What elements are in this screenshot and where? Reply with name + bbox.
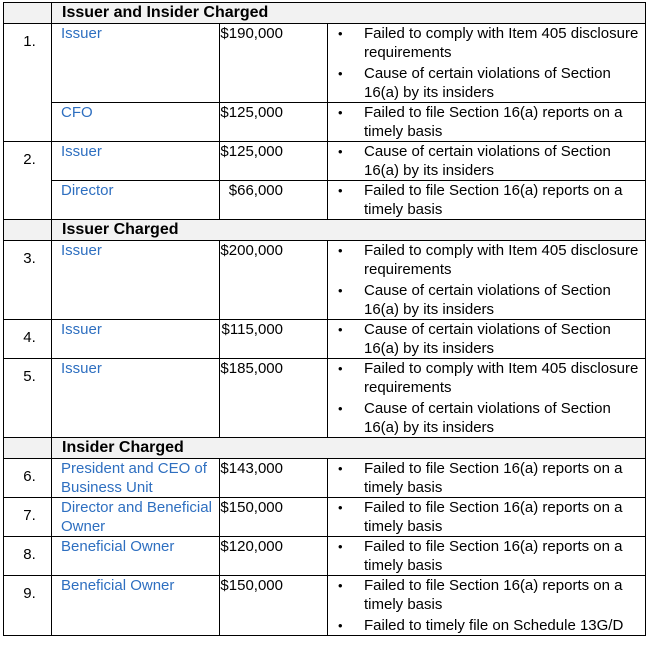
charges-table bbox=[3, 2, 646, 636]
party-cell bbox=[52, 537, 220, 576]
violation-text: Failed to timely file on Schedule 13G/D bbox=[364, 617, 624, 634]
bullet-icon: • bbox=[338, 618, 343, 633]
penalty-cell bbox=[220, 576, 328, 636]
violation-text: Failed to comply with Item 405 disclosure requirements bbox=[364, 25, 639, 61]
bullet-icon: • bbox=[338, 322, 343, 337]
list-item bbox=[328, 181, 645, 219]
list-item bbox=[328, 241, 645, 279]
penalty-cell bbox=[220, 24, 328, 103]
case-number: 3. bbox=[23, 250, 36, 267]
case-number: 2. bbox=[23, 151, 36, 168]
case-number-cell bbox=[4, 320, 52, 359]
case-number: 6. bbox=[23, 468, 36, 485]
violation-text: Failed to comply with Item 405 disclosure requirements bbox=[364, 360, 639, 396]
charged-party: CFO bbox=[61, 104, 93, 121]
list-item bbox=[328, 64, 645, 102]
violations-cell bbox=[328, 537, 646, 576]
table-row bbox=[4, 459, 646, 498]
case-number: 8. bbox=[23, 546, 36, 563]
violations-list bbox=[328, 181, 645, 219]
section-header: Issuer Charged bbox=[52, 220, 646, 241]
section-header: Issuer and Insider Charged bbox=[52, 3, 646, 24]
bullet-icon: • bbox=[338, 401, 343, 416]
table-row bbox=[4, 320, 646, 359]
section-header-row bbox=[4, 3, 646, 24]
violation-text: Failed to file Section 16(a) reports on a timely basis bbox=[364, 460, 623, 496]
list-item bbox=[328, 320, 645, 358]
penalty-amount: $150,000 bbox=[220, 499, 283, 516]
list-item bbox=[328, 498, 645, 536]
violations-cell bbox=[328, 142, 646, 181]
case-number-cell bbox=[4, 142, 52, 220]
bullet-icon: • bbox=[338, 461, 343, 476]
section-header-spacer bbox=[4, 438, 52, 459]
penalty-cell bbox=[220, 142, 328, 181]
list-item bbox=[328, 576, 645, 614]
case-number-cell bbox=[4, 359, 52, 438]
case-number-cell bbox=[4, 241, 52, 320]
violations-cell bbox=[328, 181, 646, 220]
party-cell bbox=[52, 181, 220, 220]
bullet-icon: • bbox=[338, 283, 343, 298]
case-number: 9. bbox=[23, 585, 36, 602]
violations-list bbox=[328, 459, 645, 497]
penalty-cell bbox=[220, 498, 328, 537]
violations-cell bbox=[328, 24, 646, 103]
penalty-cell bbox=[220, 359, 328, 438]
bullet-icon: • bbox=[338, 66, 343, 81]
violation-text: Failed to file Section 16(a) reports on a timely basis bbox=[364, 577, 623, 613]
penalty-amount: $150,000 bbox=[220, 577, 283, 594]
bullet-icon: • bbox=[338, 183, 343, 198]
charged-party: President and CEO of Business Unit bbox=[61, 460, 207, 496]
violation-text: Failed to file Section 16(a) reports on a timely basis bbox=[364, 538, 623, 574]
case-number-cell bbox=[4, 459, 52, 498]
violations-list bbox=[328, 537, 645, 575]
section-header-spacer bbox=[4, 220, 52, 241]
penalty-amount: $190,000 bbox=[220, 25, 283, 42]
charged-party: Beneficial Owner bbox=[61, 538, 175, 555]
penalty-cell bbox=[220, 181, 328, 220]
violations-list bbox=[328, 142, 645, 180]
violations-cell bbox=[328, 576, 646, 636]
list-item bbox=[328, 24, 645, 62]
party-cell bbox=[52, 498, 220, 537]
violations-cell bbox=[328, 103, 646, 142]
section-header-row bbox=[4, 220, 646, 241]
bullet-icon: • bbox=[338, 26, 343, 41]
case-number-cell bbox=[4, 537, 52, 576]
charged-party: Director and Beneficial Owner bbox=[61, 499, 212, 535]
table-row bbox=[4, 103, 646, 142]
bullet-icon: • bbox=[338, 243, 343, 258]
violations-list bbox=[328, 103, 645, 141]
party-cell bbox=[52, 459, 220, 498]
charged-party: Issuer bbox=[61, 360, 102, 377]
table-row bbox=[4, 24, 646, 103]
list-item bbox=[328, 459, 645, 497]
case-number-cell bbox=[4, 498, 52, 537]
party-cell bbox=[52, 241, 220, 320]
party-cell bbox=[52, 142, 220, 181]
penalty-cell bbox=[220, 459, 328, 498]
party-cell bbox=[52, 103, 220, 142]
list-item bbox=[328, 399, 645, 437]
violations-list bbox=[328, 241, 645, 319]
penalty-amount: $185,000 bbox=[220, 360, 283, 377]
penalty-amount: $143,000 bbox=[220, 460, 283, 477]
section-header-spacer bbox=[4, 3, 52, 24]
charged-party: Beneficial Owner bbox=[61, 577, 175, 594]
table-row bbox=[4, 142, 646, 181]
party-cell bbox=[52, 359, 220, 438]
bullet-icon: • bbox=[338, 361, 343, 376]
table-row bbox=[4, 359, 646, 438]
case-number: 1. bbox=[23, 33, 36, 50]
penalty-amount: $125,000 bbox=[220, 104, 283, 121]
violation-text: Cause of certain violations of Section 16(a) by its insiders bbox=[364, 65, 611, 101]
violations-cell bbox=[328, 498, 646, 537]
case-number-cell bbox=[4, 576, 52, 636]
list-item bbox=[328, 103, 645, 141]
violation-text: Failed to comply with Item 405 disclosure requirements bbox=[364, 242, 639, 278]
bullet-icon: • bbox=[338, 144, 343, 159]
violations-list bbox=[328, 576, 645, 635]
party-cell bbox=[52, 24, 220, 103]
list-item bbox=[328, 359, 645, 397]
violations-cell bbox=[328, 241, 646, 320]
list-item bbox=[328, 142, 645, 180]
case-number: 7. bbox=[23, 507, 36, 524]
penalty-amount: $66,000 bbox=[228, 182, 283, 199]
penalty-amount: $200,000 bbox=[220, 242, 283, 259]
party-cell bbox=[52, 320, 220, 359]
table-row bbox=[4, 498, 646, 537]
table-row bbox=[4, 181, 646, 220]
section-header-row bbox=[4, 438, 646, 459]
violation-text: Failed to file Section 16(a) reports on a timely basis bbox=[364, 104, 623, 140]
penalty-cell bbox=[220, 241, 328, 320]
violation-text: Cause of certain violations of Section 16(a) by its insiders bbox=[364, 282, 611, 318]
charged-party: Issuer bbox=[61, 321, 102, 338]
charged-party: Issuer bbox=[61, 242, 102, 259]
violations-list bbox=[328, 359, 645, 437]
violation-text: Cause of certain violations of Section 16(a) by its insiders bbox=[364, 143, 611, 179]
bullet-icon: • bbox=[338, 539, 343, 554]
violations-cell bbox=[328, 320, 646, 359]
violation-text: Cause of certain violations of Section 16(a) by its insiders bbox=[364, 321, 611, 357]
penalty-amount: $115,000 bbox=[221, 321, 283, 338]
list-item bbox=[328, 537, 645, 575]
case-number: 4. bbox=[23, 329, 36, 346]
violation-text: Failed to file Section 16(a) reports on a timely basis bbox=[364, 182, 623, 218]
penalty-amount: $120,000 bbox=[220, 538, 283, 555]
charged-party: Director bbox=[61, 182, 114, 199]
table-row bbox=[4, 537, 646, 576]
violations-list bbox=[328, 24, 645, 102]
case-number: 5. bbox=[23, 368, 36, 385]
penalty-cell bbox=[220, 537, 328, 576]
table-row bbox=[4, 241, 646, 320]
list-item bbox=[328, 616, 645, 635]
penalty-cell bbox=[220, 103, 328, 142]
bullet-icon: • bbox=[338, 578, 343, 593]
bullet-icon: • bbox=[338, 105, 343, 120]
penalty-cell bbox=[220, 320, 328, 359]
violation-text: Cause of certain violations of Section 16(a) by its insiders bbox=[364, 400, 611, 436]
violations-list bbox=[328, 320, 645, 358]
list-item bbox=[328, 281, 645, 319]
penalty-amount: $125,000 bbox=[220, 143, 283, 160]
violations-cell bbox=[328, 459, 646, 498]
violations-cell bbox=[328, 359, 646, 438]
charged-party: Issuer bbox=[61, 143, 102, 160]
section-header: Insider Charged bbox=[52, 438, 646, 459]
case-number-cell bbox=[4, 24, 52, 142]
bullet-icon: • bbox=[338, 500, 343, 515]
table-row bbox=[4, 576, 646, 636]
violations-list bbox=[328, 498, 645, 536]
charged-party: Issuer bbox=[61, 25, 102, 42]
party-cell bbox=[52, 576, 220, 636]
violation-text: Failed to file Section 16(a) reports on a timely basis bbox=[364, 499, 623, 535]
